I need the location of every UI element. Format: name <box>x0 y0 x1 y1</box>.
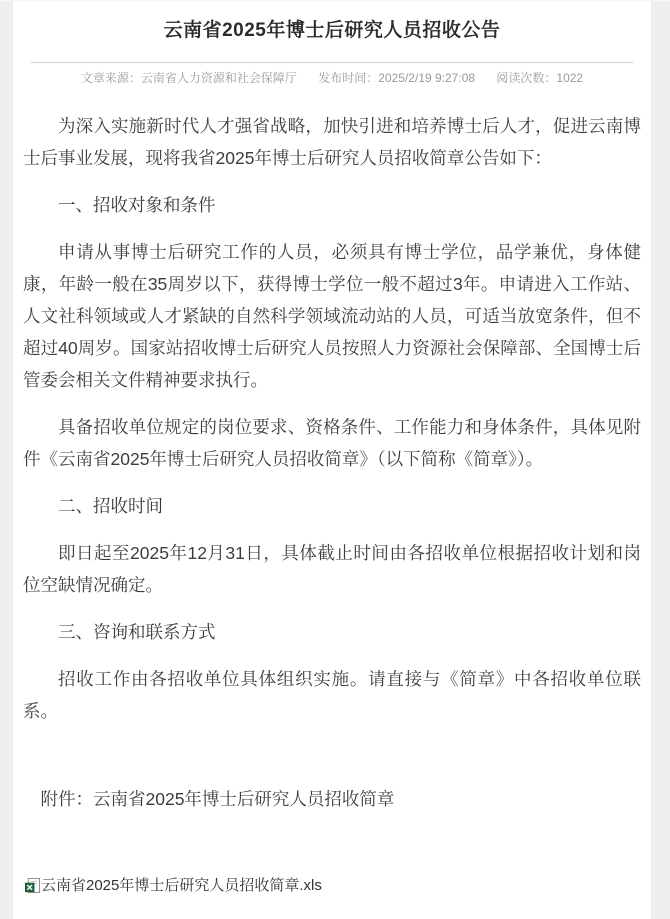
attachment-link[interactable] <box>25 876 322 896</box>
section-3-paragraph-1: 招收工作由各招收单位具体组织实施。请直接与《简章》中各招收单位联系。 <box>23 669 641 721</box>
meta-source-value: 云南省人力资源和社会保障厅 <box>140 71 297 85</box>
section-2-paragraph-1: 即日起至2025年12月31日，具体截止时间由各招收单位根据招收计划和岗位空缺情况确定。 <box>23 543 641 595</box>
meta-publish-label: 发布时间： <box>318 71 379 85</box>
section-1-paragraph-2: 具备招收单位规定的岗位要求、资格条件、工作能力和身体条件，具体见附件《云南省2025年博士后研究人员招收简章》（以下简称《简章》）。 <box>23 417 641 469</box>
section-2-heading: 二、招收时间 <box>58 496 163 516</box>
meta-source <box>81 71 297 85</box>
title-divider <box>31 62 633 63</box>
attachment-row <box>23 871 641 903</box>
attachment-label: 附件：云南省2025年博士后研究人员招收简章 <box>40 789 395 809</box>
article-content <box>23 110 641 903</box>
intro-paragraph: 为深入实施新时代人才强省战略，加快引进和培养博士后人才，促进云南博士后事业发展，现将我省2025年博士后研究人员招收简章公告如下： <box>23 116 641 168</box>
meta-views-label: 阅读次数： <box>496 71 557 85</box>
meta-publish-value: 2025/2/19 9:27:08 <box>378 71 476 85</box>
meta-views-value: 1022 <box>556 71 584 85</box>
page-title: 云南省2025年博士后研究人员招收公告 <box>163 20 501 41</box>
meta-view-count <box>496 71 583 85</box>
meta-publish-time <box>318 71 475 85</box>
article-page <box>13 1 651 919</box>
excel-file-icon <box>25 878 40 893</box>
section-1-paragraph-1: 申请从事博士后研究工作的人员，必须具有博士学位，品学兼优，身体健康，年龄一般在35周岁以下，获得博士学位一般不超过3年。申请进入工作站、人文社科领域或人才紧缺的自然科学领域流动站的人员，可适当放宽条件，但不超过40周岁。国家站招收博士后研究人员按照人力资源社会保障部、全国博士后管委会相关文件精神要求执行。 <box>23 242 641 390</box>
article-meta <box>23 70 641 86</box>
section-1-heading: 一、招收对象和条件 <box>58 195 216 215</box>
meta-source-label: 文章来源： <box>80 71 141 85</box>
section-3-heading: 三、咨询和联系方式 <box>58 622 216 642</box>
attachment-file-name: 云南省2025年博士后研究人员招收简章.xls <box>41 876 322 894</box>
